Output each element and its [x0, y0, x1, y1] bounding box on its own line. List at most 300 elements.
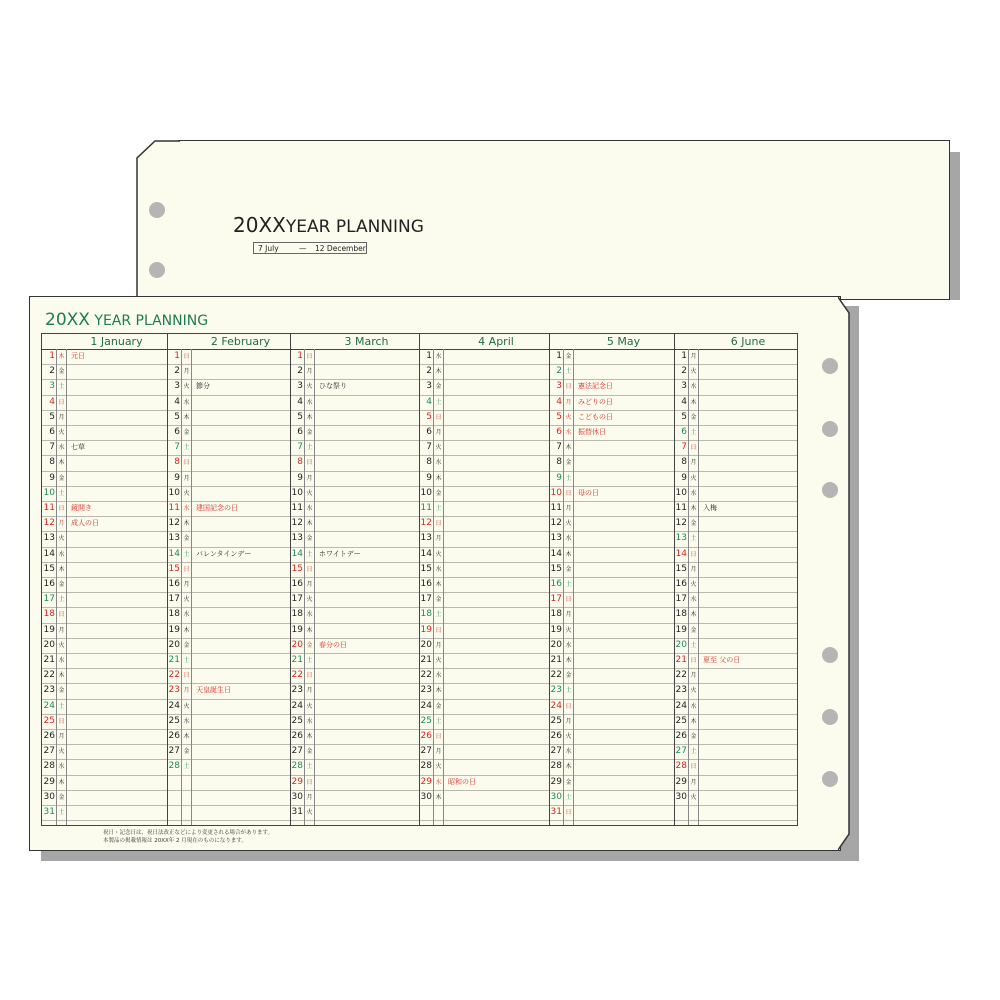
holiday-note: 節分	[196, 382, 210, 391]
day-of-week: 金	[435, 702, 442, 710]
month-header: 4 April	[478, 335, 514, 348]
day-number: 15	[168, 563, 180, 574]
day-of-week: 火	[690, 368, 697, 376]
day-number: 17	[291, 594, 303, 605]
day-number: 21	[675, 655, 687, 665]
day-of-week: 土	[306, 444, 313, 452]
month-header: 1 January	[90, 335, 143, 348]
day-of-week: 日	[435, 626, 442, 634]
day-number: 6	[174, 427, 180, 437]
back-sheet-title	[233, 213, 424, 237]
day-number: 22	[168, 670, 180, 681]
day-number: 31	[43, 807, 55, 817]
day-number: 27	[291, 746, 303, 757]
day-number: 11	[420, 503, 432, 513]
day-number: 4	[426, 396, 432, 407]
day-of-week: 水	[565, 748, 572, 756]
day-of-week: 月	[435, 429, 442, 436]
day-number: 8	[556, 457, 562, 468]
day-of-week: 土	[565, 687, 572, 695]
day-column-rule	[304, 349, 305, 825]
day-of-week: 木	[306, 413, 313, 421]
day-of-week: 月	[183, 474, 190, 482]
day-of-week: 火	[565, 520, 572, 528]
day-number: 8	[49, 457, 55, 468]
front-title-year: 20XX	[45, 310, 90, 330]
day-number: 11	[550, 503, 562, 513]
day-number: 20	[43, 639, 55, 650]
day-of-week: 水	[183, 398, 190, 406]
day-of-week: 土	[58, 596, 65, 604]
day-number: 1	[681, 351, 687, 361]
day-number: 14	[291, 548, 303, 559]
day-of-week: 月	[565, 717, 572, 725]
day-of-week: 火	[565, 413, 572, 421]
day-number: 7	[426, 442, 432, 453]
day-number: 18	[43, 609, 55, 620]
front-binder-hole-5	[822, 709, 838, 725]
day-number: 28	[168, 761, 180, 772]
day-number: 20	[550, 639, 562, 650]
range-end: 12 December	[315, 244, 366, 253]
holiday-note: 夏至 父の日	[703, 656, 741, 664]
day-of-week: 金	[565, 565, 572, 573]
day-number: 2	[49, 366, 55, 377]
holiday-note: 入梅	[703, 504, 717, 512]
day-number: 12	[550, 518, 562, 529]
day-number: 26	[675, 731, 687, 741]
holiday-note: 鏡開き	[71, 504, 92, 512]
day-number: 3	[681, 381, 687, 392]
front-binder-hole-1	[822, 358, 838, 374]
day-number: 19	[675, 624, 687, 635]
day-number: 5	[174, 411, 180, 422]
day-number: 1	[426, 351, 432, 361]
day-number: 25	[675, 715, 687, 726]
day-of-week: 木	[435, 687, 442, 695]
day-number: 30	[420, 791, 432, 802]
day-number: 19	[550, 624, 562, 635]
day-of-week: 火	[690, 687, 697, 695]
day-number: 21	[550, 655, 562, 665]
day-number: 6	[426, 427, 432, 437]
day-of-week: 金	[58, 793, 65, 801]
day-of-week: 水	[58, 444, 65, 452]
day-number: 21	[168, 655, 180, 665]
day-of-week: 火	[58, 641, 65, 649]
day-of-week: 日	[565, 596, 572, 604]
day-number: 6	[556, 427, 562, 437]
day-number: 24	[43, 700, 55, 711]
day-number: 4	[297, 396, 303, 407]
day-number: 12	[168, 518, 180, 529]
month-header: 6 June	[730, 335, 766, 348]
day-of-week: 水	[58, 657, 65, 664]
day-number: 2	[426, 366, 432, 377]
day-of-week: 金	[306, 535, 313, 543]
day-of-week: 金	[435, 596, 442, 604]
day-number: 25	[168, 715, 180, 726]
day-number: 5	[556, 411, 562, 422]
day-number: 22	[675, 670, 687, 681]
day-of-week: 金	[690, 520, 697, 528]
day-of-week: 火	[58, 535, 65, 543]
day-of-week: 水	[183, 717, 190, 725]
front-binder-hole-3	[822, 482, 838, 498]
day-number: 23	[43, 685, 55, 696]
day-of-week: 木	[565, 657, 572, 664]
day-of-week: 日	[690, 550, 697, 558]
day-of-week: 金	[565, 778, 572, 786]
day-number: 16	[675, 579, 687, 589]
day-number: 13	[43, 533, 55, 544]
day-number: 8	[681, 457, 687, 468]
day-number: 3	[49, 381, 55, 392]
day-number: 8	[174, 457, 180, 468]
day-number: 5	[681, 411, 687, 422]
day-number: 1	[297, 351, 303, 361]
day-of-week: 水	[435, 459, 442, 467]
day-of-week: 土	[306, 763, 313, 771]
day-number: 6	[297, 427, 303, 437]
day-of-week: 月	[690, 459, 697, 467]
day-column-rule	[56, 349, 57, 825]
day-of-week: 月	[435, 748, 442, 756]
day-number: 16	[168, 579, 180, 589]
day-number: 18	[675, 609, 687, 620]
day-of-week: 月	[183, 581, 190, 588]
day-of-week: 土	[565, 474, 572, 482]
day-of-week: 金	[690, 626, 697, 634]
day-column-rule	[573, 349, 574, 825]
day-number: 10	[43, 487, 55, 498]
day-of-week: 月	[306, 581, 313, 588]
day-of-week: 土	[58, 489, 65, 497]
month-header: 3 March	[344, 335, 389, 348]
day-column-rule	[443, 349, 444, 825]
day-number: 14	[550, 548, 562, 559]
front-title-text: YEAR PLANNING	[94, 313, 209, 329]
day-number: 10	[675, 487, 687, 498]
day-column-rule	[688, 349, 689, 825]
day-number: 5	[297, 411, 303, 422]
month-header: 2 February	[210, 335, 271, 348]
day-number: 5	[49, 411, 55, 422]
day-of-week: 火	[565, 626, 572, 634]
day-column-rule	[181, 349, 182, 825]
day-of-week: 木	[690, 505, 697, 512]
day-of-week: 水	[435, 672, 442, 680]
day-of-week: 金	[58, 687, 65, 695]
year-planning-grid	[41, 333, 798, 826]
day-of-week: 金	[58, 474, 65, 482]
day-number: 22	[43, 670, 55, 681]
day-of-week: 金	[306, 748, 313, 756]
day-of-week: 月	[306, 687, 313, 695]
day-number: 26	[168, 731, 180, 741]
day-number: 23	[550, 685, 562, 696]
day-number: 1	[174, 351, 180, 361]
day-of-week: 日	[58, 398, 65, 406]
day-of-week: 水	[690, 702, 697, 710]
day-number: 3	[426, 381, 432, 392]
day-of-week: 水	[306, 611, 313, 619]
day-of-week: 金	[565, 459, 572, 467]
day-number: 20	[291, 639, 303, 650]
day-of-week: 日	[58, 717, 65, 725]
day-number: 26	[550, 731, 562, 741]
day-number: 28	[675, 761, 687, 772]
range-start: 7 July	[258, 244, 279, 253]
day-of-week: 木	[435, 474, 442, 482]
day-of-week: 日	[183, 353, 190, 360]
day-of-week: 土	[690, 429, 697, 436]
day-of-week: 火	[435, 444, 442, 452]
day-of-week: 月	[690, 565, 697, 573]
day-of-week: 金	[435, 383, 442, 391]
day-of-week: 火	[183, 489, 190, 497]
day-of-week: 土	[58, 809, 65, 816]
holiday-note: ホワイトデー	[319, 549, 361, 558]
day-of-week: 土	[565, 793, 572, 801]
day-number: 18	[291, 609, 303, 620]
day-number: 3	[174, 381, 180, 392]
day-number: 9	[681, 472, 687, 483]
front-sheet-binder-tab	[838, 296, 852, 851]
day-number: 11	[291, 503, 303, 513]
day-of-week: 木	[58, 353, 65, 360]
day-number: 14	[43, 548, 55, 559]
day-column-rule	[433, 349, 434, 825]
back-binder-hole-1	[149, 202, 165, 218]
day-of-week: 日	[306, 778, 313, 786]
day-number: 17	[550, 594, 562, 605]
day-of-week: 土	[306, 550, 313, 558]
day-number: 30	[550, 791, 562, 802]
day-number: 28	[420, 761, 432, 772]
day-number: 24	[550, 700, 562, 711]
day-number: 7	[174, 442, 180, 453]
day-number: 18	[420, 609, 432, 620]
day-of-week: 月	[565, 505, 572, 512]
day-number: 4	[174, 396, 180, 407]
day-number: 16	[43, 579, 55, 589]
day-number: 7	[297, 442, 303, 453]
day-number: 7	[681, 442, 687, 453]
day-number: 29	[420, 776, 432, 787]
day-number: 10	[168, 487, 180, 498]
day-number: 16	[550, 579, 562, 589]
day-of-week: 水	[565, 429, 572, 436]
day-of-week: 火	[58, 429, 65, 436]
day-number: 11	[675, 503, 687, 513]
holiday-note: 昭和の日	[448, 777, 476, 786]
day-number: 23	[168, 685, 180, 696]
day-of-week: 月	[306, 368, 313, 376]
day-number: 26	[420, 731, 432, 741]
day-number: 30	[43, 791, 55, 802]
day-of-week: 火	[690, 793, 697, 801]
holiday-note: 春分の日	[319, 640, 347, 649]
day-number: 13	[675, 533, 687, 544]
holiday-note: 母の日	[578, 488, 599, 497]
day-of-week: 水	[183, 611, 190, 619]
day-number: 19	[291, 624, 303, 635]
day-of-week: 月	[58, 626, 65, 634]
back-title-year: 20XX	[233, 213, 286, 237]
day-number: 25	[43, 715, 55, 726]
day-of-week: 月	[306, 474, 313, 482]
day-of-week: 金	[306, 429, 313, 436]
front-binder-hole-6	[822, 771, 838, 787]
day-number: 1	[556, 351, 562, 361]
holiday-note: ひな祭り	[319, 382, 347, 391]
day-number: 24	[420, 700, 432, 711]
holiday-note: バレンタインデー	[196, 549, 252, 558]
day-of-week: 月	[565, 398, 572, 406]
day-of-week: 金	[183, 535, 190, 543]
day-of-week: 火	[435, 763, 442, 771]
day-of-week: 木	[690, 611, 697, 619]
day-number: 2	[556, 366, 562, 377]
day-number: 20	[168, 639, 180, 650]
front-sheet-title	[45, 310, 208, 330]
day-number: 19	[168, 624, 180, 635]
day-of-week: 水	[306, 398, 313, 406]
day-of-week: 木	[565, 550, 572, 558]
day-of-week: 木	[565, 763, 572, 771]
day-column-rule	[563, 349, 564, 825]
back-title-text: YEAR PLANNING	[285, 217, 424, 237]
day-number: 21	[420, 655, 432, 665]
day-of-week: 土	[565, 581, 572, 588]
day-of-week: 金	[565, 353, 572, 360]
day-number: 15	[43, 563, 55, 574]
day-of-week: 日	[306, 353, 313, 360]
day-number: 29	[675, 776, 687, 787]
day-number: 25	[291, 715, 303, 726]
day-number: 28	[43, 761, 55, 772]
day-of-week: 日	[306, 459, 313, 467]
day-of-week: 木	[58, 672, 65, 680]
day-of-week: 日	[565, 383, 572, 391]
day-of-week: 土	[183, 763, 190, 771]
front-binder-hole-4	[822, 647, 838, 663]
day-number: 26	[291, 731, 303, 741]
day-of-week: 木	[58, 459, 65, 467]
day-of-week: 金	[690, 733, 697, 740]
day-of-week: 火	[435, 657, 442, 664]
day-of-week: 月	[58, 733, 65, 740]
day-of-week: 水	[183, 505, 190, 512]
day-of-week: 水	[435, 565, 442, 573]
day-of-week: 火	[690, 581, 697, 588]
day-of-week: 日	[565, 702, 572, 710]
day-number: 12	[675, 518, 687, 529]
day-of-week: 月	[435, 535, 442, 543]
day-of-week: 木	[690, 717, 697, 725]
day-of-week: 水	[435, 778, 442, 786]
day-of-week: 木	[183, 413, 190, 421]
day-number: 31	[291, 807, 303, 817]
day-of-week: 土	[690, 748, 697, 756]
day-of-week: 土	[58, 702, 65, 710]
day-number: 8	[297, 457, 303, 468]
day-of-week: 日	[690, 763, 697, 771]
holiday-note: 振替休日	[578, 428, 606, 436]
day-number: 9	[297, 472, 303, 483]
day-of-week: 金	[183, 429, 190, 436]
day-of-week: 木	[183, 626, 190, 634]
day-of-week: 火	[435, 550, 442, 558]
day-of-week: 火	[565, 733, 572, 740]
day-number: 15	[291, 563, 303, 574]
day-of-week: 日	[435, 733, 442, 740]
day-number: 15	[420, 563, 432, 574]
holiday-note: 天皇誕生日	[196, 686, 231, 695]
day-number: 12	[420, 518, 432, 529]
day-of-week: 火	[306, 596, 313, 604]
day-of-week: 木	[306, 626, 313, 634]
day-of-week: 水	[565, 535, 572, 543]
day-number: 16	[291, 579, 303, 589]
day-number: 12	[291, 518, 303, 529]
day-column-rule	[314, 349, 315, 825]
day-number: 17	[43, 594, 55, 605]
footnote	[103, 830, 273, 845]
day-of-week: 土	[435, 717, 442, 725]
day-number: 19	[43, 624, 55, 635]
day-number: 9	[426, 472, 432, 483]
day-of-week: 土	[58, 383, 65, 391]
day-number: 3	[297, 381, 303, 392]
day-of-week: 土	[183, 444, 190, 452]
day-number: 28	[550, 761, 562, 772]
day-number: 15	[550, 563, 562, 574]
day-of-week: 木	[565, 444, 572, 452]
day-of-week: 日	[565, 809, 572, 816]
day-of-week: 金	[435, 489, 442, 497]
day-of-week: 土	[690, 535, 697, 543]
day-number: 27	[168, 746, 180, 757]
day-number: 29	[43, 776, 55, 787]
day-number: 24	[168, 700, 180, 711]
day-of-week: 月	[565, 611, 572, 619]
day-of-week: 水	[690, 596, 697, 604]
day-column-rule	[698, 349, 699, 825]
day-number: 15	[675, 563, 687, 574]
day-of-week: 月	[306, 793, 313, 801]
day-of-week: 火	[183, 596, 190, 604]
day-number: 27	[675, 746, 687, 757]
day-of-week: 金	[690, 413, 697, 421]
footnote-line-2: 本製品の掲載情報は 20XX年 2 月現在のものになります。	[103, 837, 247, 844]
holiday-note: 元日	[71, 352, 85, 360]
day-of-week: 金	[565, 672, 572, 680]
day-number: 13	[420, 533, 432, 544]
day-number: 11	[43, 503, 55, 513]
day-number: 18	[550, 609, 562, 620]
day-number: 27	[43, 746, 55, 757]
day-of-week: 日	[306, 565, 313, 573]
day-of-week: 水	[58, 763, 65, 771]
day-of-week: 日	[435, 520, 442, 528]
day-number: 5	[426, 411, 432, 422]
day-number: 22	[420, 670, 432, 681]
day-of-week: 土	[435, 611, 442, 619]
day-of-week: 金	[183, 641, 190, 649]
day-of-week: 金	[306, 641, 313, 649]
